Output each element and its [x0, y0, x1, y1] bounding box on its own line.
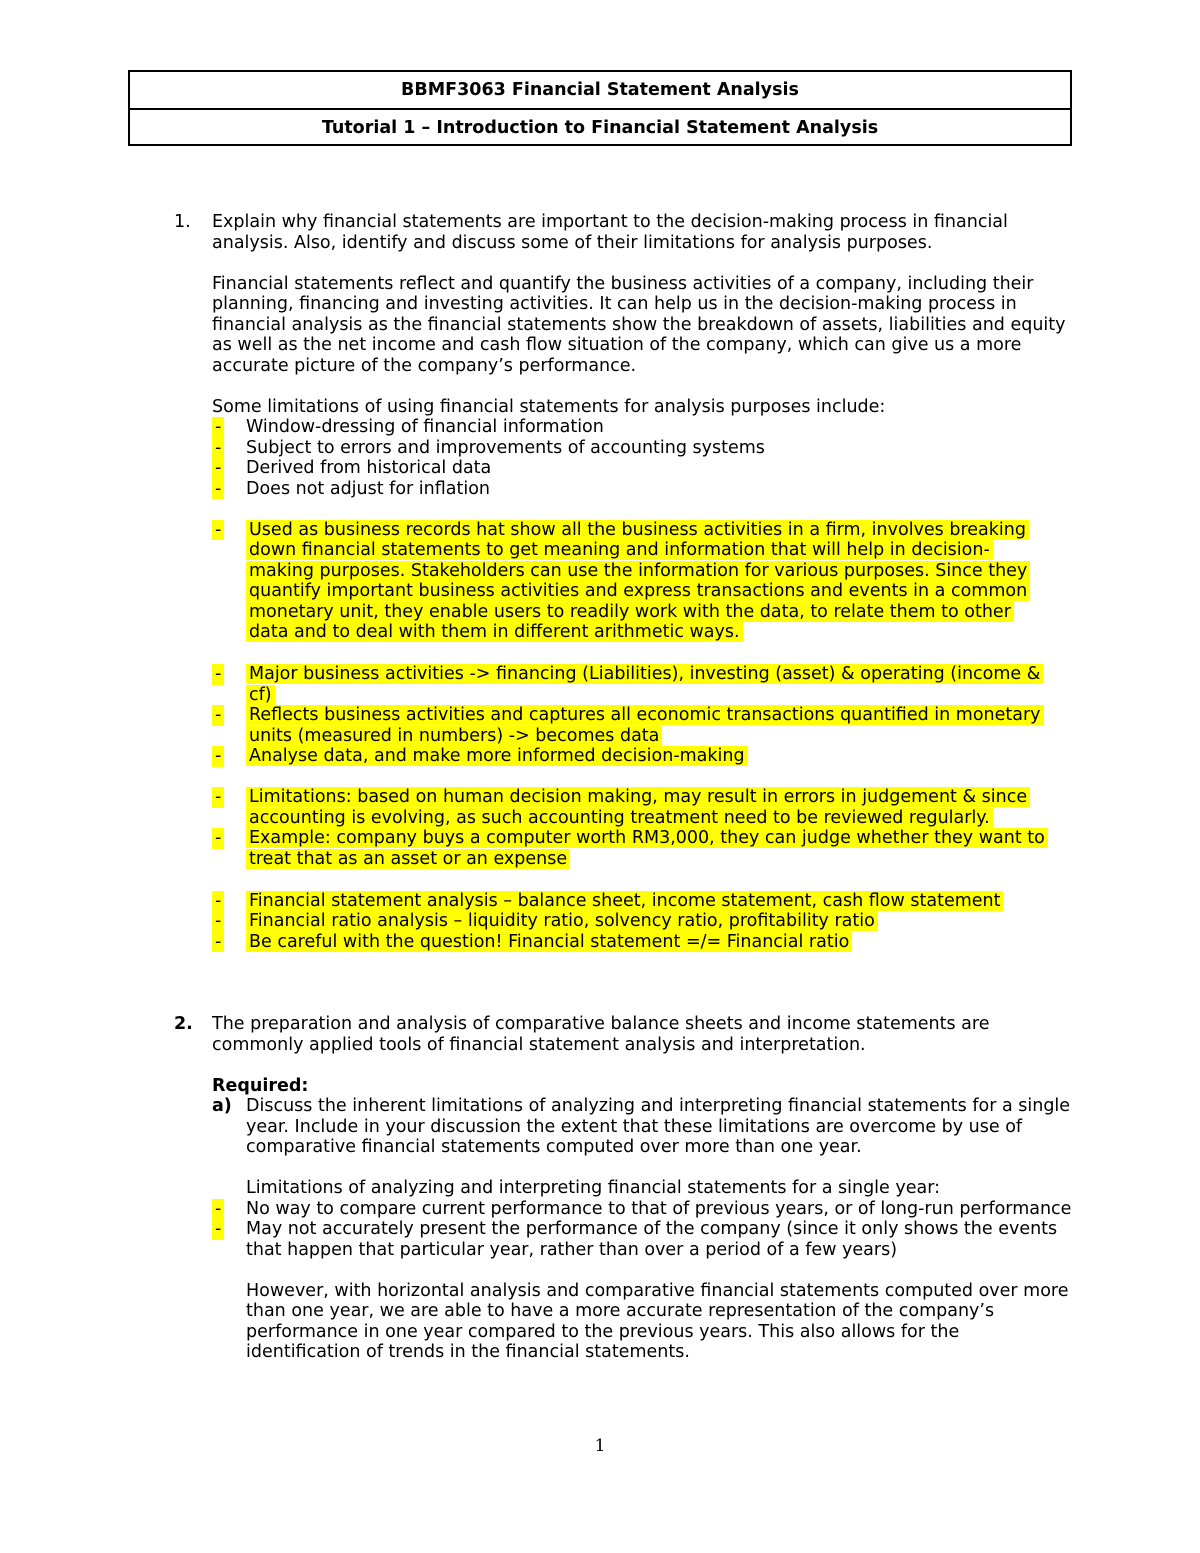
question-1-answer-block: [174, 274, 1074, 953]
course-title: BBMF3063 Financial Statement Analysis: [401, 80, 799, 100]
question-2: [174, 1014, 1074, 1055]
page-number: 1: [594, 1436, 606, 1456]
part-a: [212, 1096, 1074, 1158]
list-item: - Financial statement analysis – balance sheet, income statement, cash flow statement: [212, 891, 1074, 912]
part-a-text: Discuss the inherent limitations of analyzing and interpreting financial statements for a single year. Include in your discussion the extent that these limitations are overcome by use of comparative financial statements computed over more than one year.: [246, 1096, 1071, 1157]
question-2-text: The preparation and analysis of comparative balance sheets and income statements are commonly applied tools of financial statement analysis and interpretation.: [212, 1014, 990, 1055]
list-item: - Subject to errors and improvements of accounting systems: [212, 438, 1074, 459]
dash-marker: -: [212, 417, 224, 438]
highlighted-notes-2: [212, 664, 1074, 767]
question-1-limitations-intro: Some limitations of using financial statements for analysis purposes include:: [212, 396, 886, 417]
title-table: [128, 70, 1072, 146]
list-item: - Does not adjust for inflation: [212, 479, 1074, 500]
list-item: - Example: company buys a computer worth RM3,000, they can judge whether they want to treat that as an asset or an expense: [212, 828, 1074, 869]
list-item: - Major business activities -> financing (Liabilities), investing (asset) & operating (income & cf): [212, 664, 1074, 705]
highlighted-notes-3: [212, 787, 1074, 869]
list-item: - Derived from historical data: [212, 458, 1074, 479]
tutorial-title: Tutorial 1 – Introduction to Financial Statement Analysis: [130, 108, 1070, 146]
part-a-answer: [212, 1178, 1074, 1199]
dash-marker: -: [212, 1219, 224, 1240]
part-a-label: a): [212, 1096, 232, 1116]
required-label: Required:: [212, 1075, 309, 1096]
list-item: - Used as business records hat show all the business activities in a firm, involves breaking down financial statements to get meaning and information that will help in decision-making purposes. Stakeholders can use the information for various purposes. Since they quantify important business activities and express transactions and events in a common monetary unit, they enable users to readily work with the data, to relate them to other data and to deal with them in different arithmetic ways.: [212, 520, 1074, 643]
list-item: - Window-dressing of financial information: [212, 417, 1074, 438]
question-2-answer-block: [174, 1076, 1074, 1363]
question-1-text: Explain why financial statements are important to the decision-making process in financial analysis. Also, identify and discuss some of their limitations for analysis purposes.: [212, 212, 1008, 253]
document-body: [174, 212, 1074, 1363]
list-item: - Analyse data, and make more informed decision-making: [212, 746, 1074, 767]
list-item: - No way to compare current performance to that of previous years, or of long-run performance: [212, 1199, 1074, 1220]
question-2-number: 2.: [174, 1014, 193, 1034]
list-item: - Limitations: based on human decision making, may result in errors in judgement & since accounting is evolving, as such accounting treatment need to be reviewed regularly.: [212, 787, 1074, 828]
part-a-limitations-intro: Limitations of analyzing and interpreting financial statements for a single year:: [246, 1178, 940, 1198]
question-1-answer: Financial statements reflect and quantify the business activities of a company, including their planning, financing and investing activities. It can help us in the decision-making process in financial analysis as the financial statements show the breakdown of assets, liabilities and equity as well as the net income and cash flow situation of the company, which can give us a more accurate picture of the company’s performance.: [212, 273, 1066, 376]
dash-marker: -: [212, 438, 224, 459]
question-1-number: 1.: [174, 212, 191, 232]
highlighted-notes-4: [212, 891, 1074, 953]
list-item: - May not accurately present the performance of the company (since it only shows the events that happen that particular year, rather than over a period of a few years): [212, 1219, 1074, 1260]
list-item: - Financial ratio analysis – liquidity ratio, solvency ratio, profitability ratio: [212, 911, 1074, 932]
question-1-limitations-list: [212, 417, 1074, 499]
question-1: [174, 212, 1074, 253]
list-item: - Be careful with the question! Financial statement =/= Financial ratio: [212, 932, 1074, 953]
part-a-conclusion: However, with horizontal analysis and comparative financial statements computed over more than one year, we are able to have a more accurate representation of the company’s performance in one year compared to the previous years. This also allows for the identification of trends in the financial statements.: [246, 1280, 1069, 1362]
dash-marker: -: [212, 479, 224, 500]
part-a-limitations-list: [212, 1199, 1074, 1261]
dash-marker: -: [212, 1199, 224, 1220]
dash-marker: -: [212, 458, 224, 479]
highlighted-notes-1: [212, 520, 1074, 643]
list-item: - Reflects business activities and captures all economic transactions quantified in monetary units (measured in numbers) -> becomes data: [212, 705, 1074, 746]
